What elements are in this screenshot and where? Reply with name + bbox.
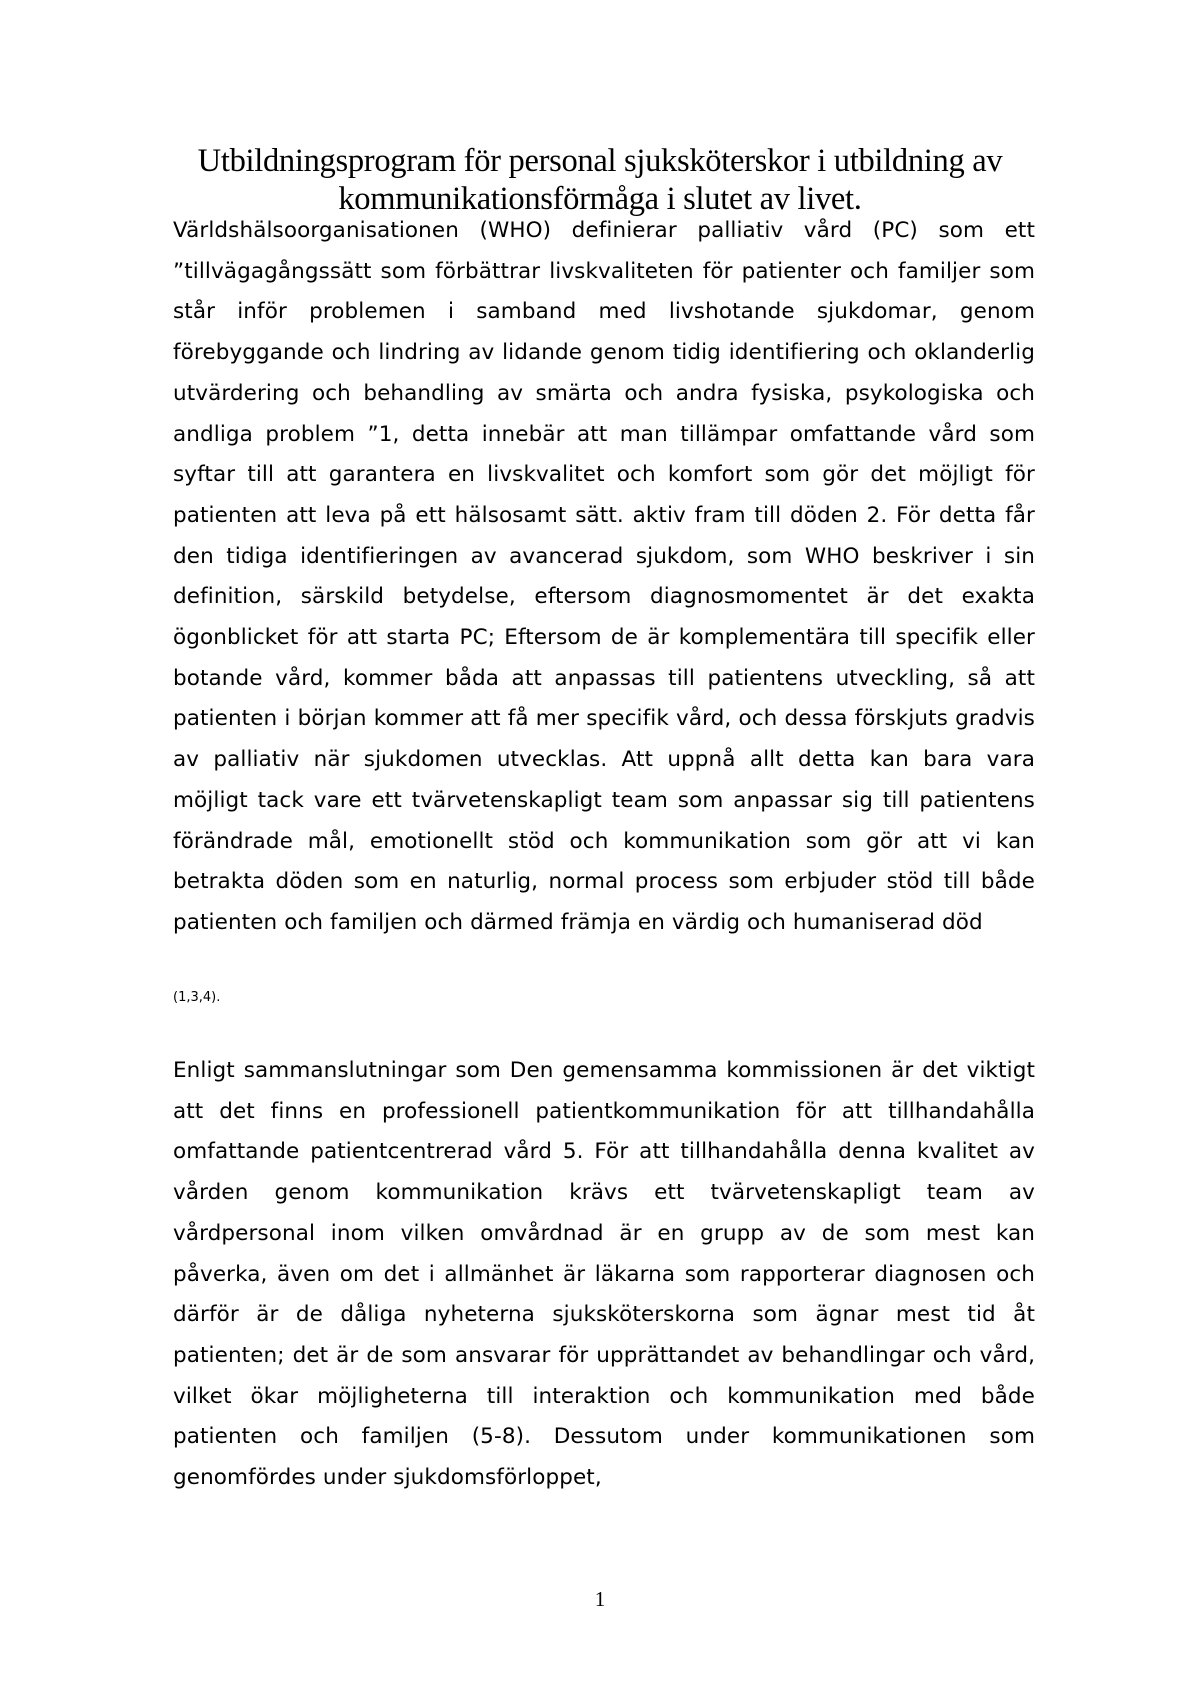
page-number: 1: [594, 1587, 606, 1611]
document-title: Utbildningsprogram för personal sjuksköterskor i utbildning av kommunikationsförmåga i slutet av livet.: [197, 143, 1003, 217]
citation-reference: (1,3,4).: [173, 990, 221, 1005]
body-paragraph-1: Världshälsoorganisationen (WHO) definierar palliativ vård (PC) som ett ”tillvägagångssätt som förbättrar livskvaliteten för patienter och familjer som står inför problemen i samband med livshotande sjukdomar, genom förebyggande och lindring av lidande genom tidig identifiering och oklanderlig utvärdering och behandling av smärta och andra fysiska, psykologiska och andliga problem ”1, detta innebär att man tillämpar omfattande vård som syftar till att garantera en livskvalitet och komfort som gör det möjligt för patienten att leva på ett hälsosamt sätt. aktiv fram till döden 2. För detta får den tidiga identifieringen av avancerad sjukdom, som WHO beskriver i sin definition, särskild betydelse, eftersom diagnosmomentet är det exakta ögonblicket för att starta PC; Eftersom de är komplementära till specifik eller botande vård, kommer båda att anpassas till patientens utveckling, så att patienten i början kommer att få mer specifik vård, och dessa förskjuts gradvis av palliativ när sjukdomen utvecklas. Att uppnå allt detta kan bara vara möjligt tack vare ett tvärvetenskapligt team som anpassar sig till patientens förändrade mål, emotionellt stöd och kommunikation som gör att vi kan betrakta döden som en naturlig, normal process som erbjuder stöd till både patienten och familjen och därmed främja en värdig och humaniserad död: [173, 218, 1035, 935]
body-paragraph-2: Enligt sammanslutningar som Den gemensamma kommissionen är det viktigt att det finns en professionell patientkommunikation för att tillhandahålla omfattande patientcentrerad vård 5. För att tillhandahålla denna kvalitet av vården genom kommunikation krävs ett tvärvetenskapligt team av vårdpersonal inom vilken omvårdnad är en grupp av de som mest kan påverka, även om det i allmänhet är läkarna som rapporterar diagnosen och därför är de dåliga nyheterna sjuksköterskorna som ägnar mest tid åt patienten; det är de som ansvarar för upprättandet av behandlingar och vård, vilket ökar möjligheterna till interaktion och kommunikation med både patienten och familjen (5-8). Dessutom under kommunikationen som genomfördes under sjukdomsförloppet,: [173, 1058, 1035, 1491]
